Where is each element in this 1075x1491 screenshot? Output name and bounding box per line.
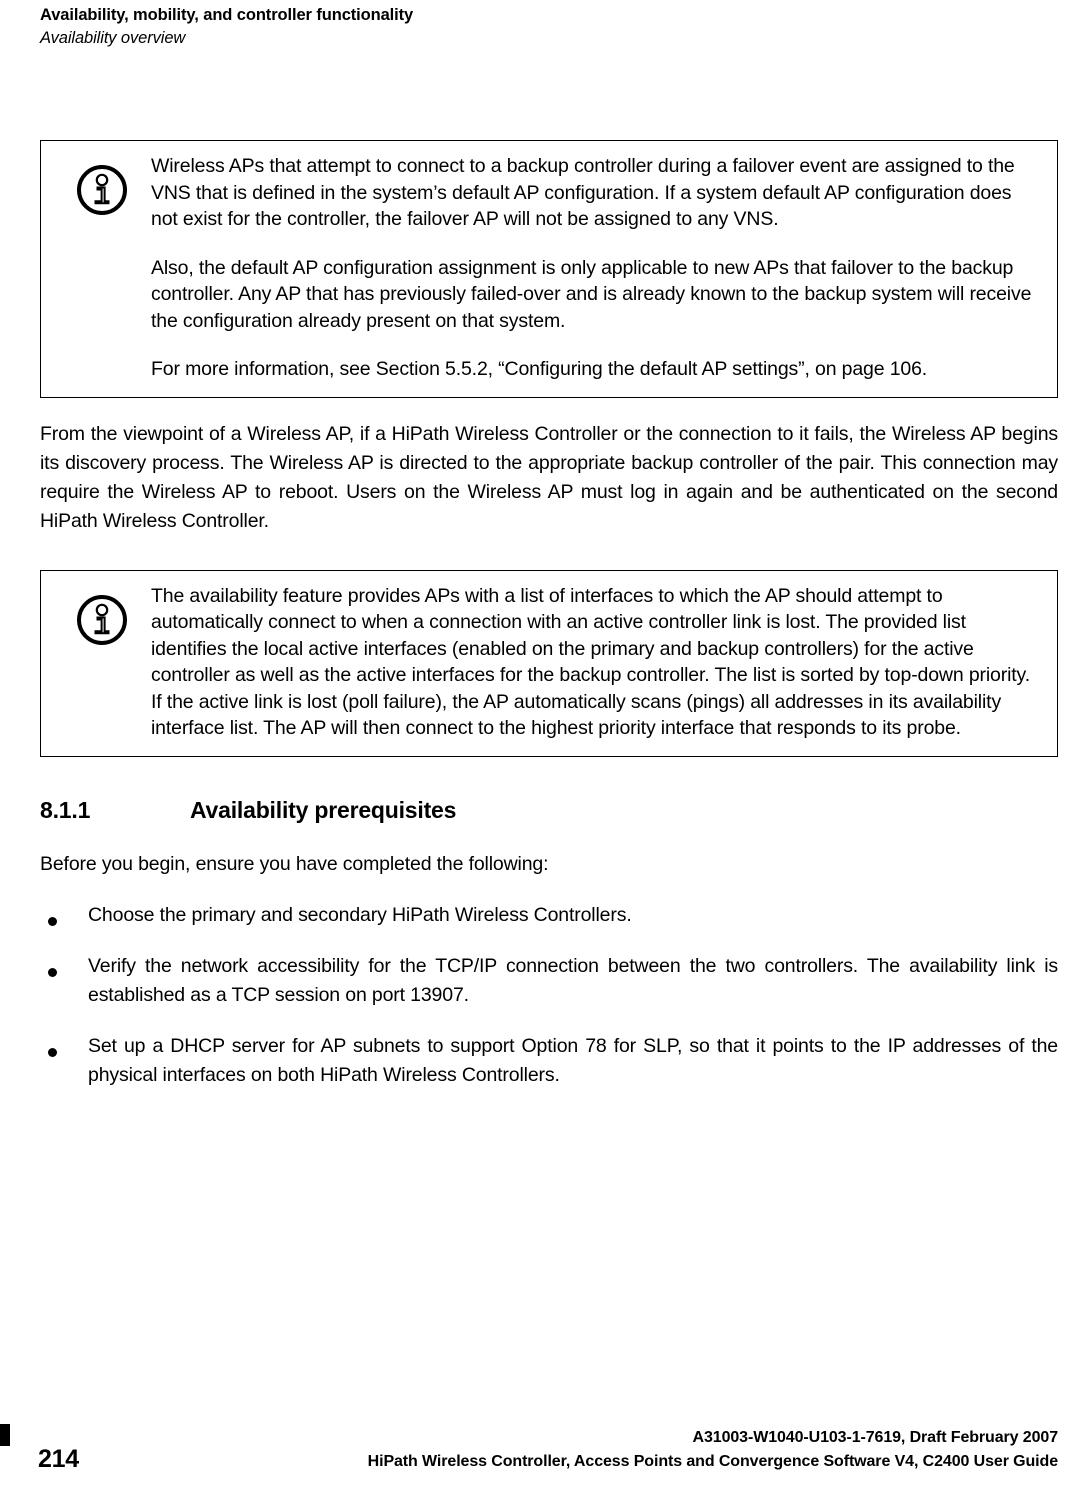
- info-icon: [75, 593, 129, 647]
- spacer: [40, 825, 1058, 850]
- note-body: [151, 583, 1047, 742]
- note-paragraph: Also, the default AP configuration assignment is only applicable to new APs that failover to the backup controller. Any AP that has previously failed-over and is already known to the backup system will receive the configuration already present on that system.: [151, 256, 1032, 332]
- list-intro-text: Before you begin, ensure you have completed the following:: [40, 852, 549, 875]
- chapter-title: Availability, mobility, and controller functionality: [40, 6, 414, 24]
- product-title: HiPath Wireless Controller, Access Points and Convergence Software V4, C2400 User Guide: [367, 1453, 1058, 1470]
- note-paragraph: Wireless APs that attempt to connect to a backup controller during a failover event are assigned to the VNS that is defined in the system’s default AP configuration. If a system default AP configuration does not exist for the controller, the failover AP will not be assigned to any VNS.: [151, 155, 1015, 230]
- spacer: [40, 757, 1058, 795]
- list-item: [40, 952, 1058, 1010]
- crop-mark: [0, 1424, 10, 1446]
- document-id: A31003-W1040-U103-1-7619, Draft February 2007: [692, 1429, 1058, 1446]
- spacer: [40, 536, 1058, 570]
- page-number: 214: [38, 1445, 79, 1473]
- note-paragraph: The availability feature provides APs with a list of interfaces to which the AP should attempt to automatically connect to when a connection with an active controller link is lost. The provided list identifies the local active interfaces (enabled on the primary and backup controllers) for the active controller as well as the active interfaces for the backup controller. The list is sorted by top-down priority. If the active link is lost (poll failure), the AP automatically scans (pings) all addresses in its availability interface list. The AP will then connect to the highest priority interface that responds to its probe.: [151, 584, 1030, 739]
- bullet-icon: [40, 901, 88, 930]
- bullet-icon: [40, 1032, 88, 1061]
- footer-text-block: [368, 1426, 1058, 1474]
- prerequisites-list: [40, 901, 1058, 1090]
- page-footer: [0, 1412, 1075, 1474]
- list-item: [40, 1032, 1058, 1090]
- note-body: [151, 153, 1047, 383]
- section-title: Availability prerequisites: [190, 796, 457, 823]
- note-icon-cell: [53, 583, 151, 647]
- spacer: [40, 398, 1058, 420]
- section-subtitle: Availability overview: [40, 29, 186, 47]
- note-icon-cell: [53, 153, 151, 217]
- section-heading: [40, 795, 1058, 825]
- running-header: [40, 4, 1040, 50]
- list-item: [40, 901, 1058, 930]
- list-item-text: Choose the primary and secondary HiPath Wireless Controllers.: [88, 903, 632, 926]
- list-item-text: Verify the network accessibility for the TCP/IP connection between the two controllers. The availability link is established as a TCP session on port 13907.: [88, 954, 1058, 1006]
- bullet-icon: [40, 952, 88, 981]
- list-item-text: Set up a DHCP server for AP subnets to support Option 78 for SLP, so that it points to the IP addresses of the physical interfaces on both HiPath Wireless Controllers.: [88, 1034, 1058, 1086]
- note-box: [40, 140, 1058, 398]
- content-column: [40, 140, 1058, 1090]
- body-paragraph: From the viewpoint of a Wireless AP, if a HiPath Wireless Controller or the connection to it fails, the Wireless AP begins its discovery process. The Wireless AP is directed to the appropriate backup controller of the pair. This connection may require the Wireless AP to reboot. Users on the Wireless AP must log in again and be authenticated on the second HiPath Wireless Controller.: [40, 422, 1058, 532]
- note-paragraph: For more information, see Section 5.5.2, “Configuring the default AP settings”, on page 106.: [151, 358, 928, 380]
- note-box: [40, 570, 1058, 757]
- section-number: 8.1.1: [40, 796, 91, 823]
- info-icon: [75, 163, 129, 217]
